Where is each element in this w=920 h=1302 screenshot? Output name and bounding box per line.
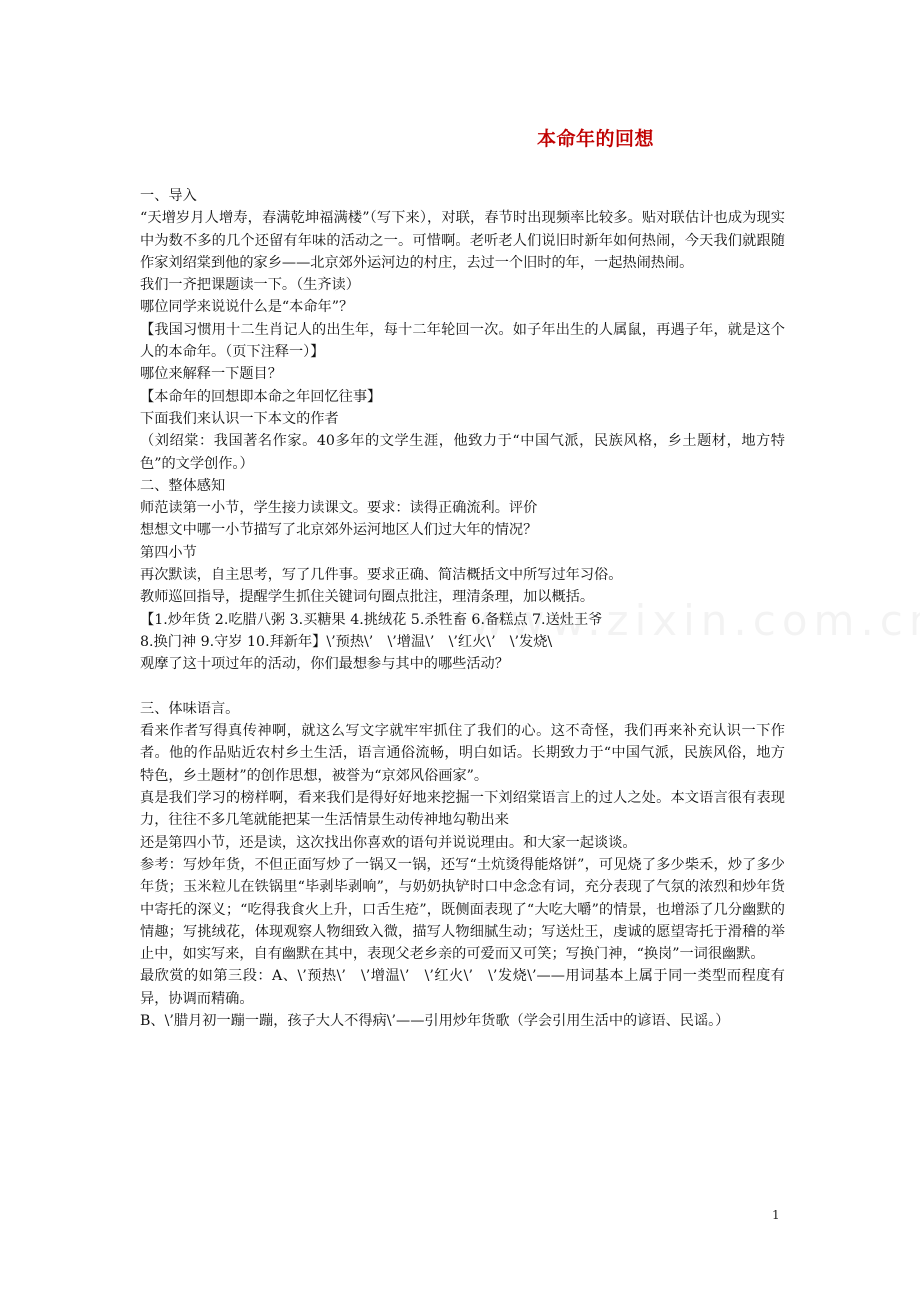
paragraph: 真是我们学习的榜样啊，看来我们是得好好地来挖掘一下刘绍棠语言上的过人之处。本文语言很有表现力，往往不多几笔就能把某一生活情景生动传神地勾勒出来: [140, 790, 785, 829]
paragraph: 8.换门神 9.守岁 10.拜新年】\’预热\’ \’增温\’ \’红火\’ \’发烧\: [140, 633, 553, 650]
section-heading-overview: 二、整体感知: [140, 477, 226, 494]
section-heading-language: 三、体味语言。: [140, 700, 240, 717]
paragraph: 【本命年的回想即本命之年回忆往事】: [140, 388, 382, 405]
paragraph: 想想文中哪一小节描写了北京郊外运河地区人们过大年的情况？: [140, 522, 538, 539]
paragraph: 观摩了这十项过年的活动，你们最想参与其中的哪些活动？: [140, 656, 509, 673]
paragraph: 师范读第一小节，学生接力读课文。要求：读得正确流利。评价: [140, 500, 538, 517]
paragraph: B、\’腊月初一蹦一蹦，孩子大人不得病\’——引用炒年货歌（学会引用生活中的谚语、民谣。）: [140, 1012, 730, 1029]
paragraph: 最欣赏的如第三段：A、\’预热\’ \’增温\’ \’红火\’ \’发烧\’——用词基本上属于同一类型而程度有异，协调而精确。: [140, 968, 785, 1007]
blank-line: [140, 676, 785, 698]
paragraph: 第四小节: [140, 544, 197, 561]
paragraph: 还是第四小节，还是读，这次找出你喜欢的语句并说说理由。和大家一起谈谈。: [140, 834, 637, 851]
paragraph: 再次默读，自主思考，写了几件事。要求正确、简洁概括文中所写过年习俗。: [140, 567, 623, 584]
page-number: 1: [772, 1208, 780, 1222]
paragraph: 参考：写炒年货，不但正面写炒了一锅又一锅，还写“土炕烫得能烙饼”，可见烧了多少柴禾，炒了多少年货；玉米粒儿在铁锅里“毕剥毕剥响”，与奶奶执铲时口中念念有词，充分表现了气氛的浓烈和炒年货中寄托的深义；“吃得我食火上升，口舌生疮”，既侧面表现了“大吃大嚼”的情景，也增添了几分幽默的情趣；写挑绒花，体现观察人物细致入微，描写人物细腻生动；写送灶王，虔诚的愿望寄托于滑稽的举止中，如实写来，自有幽默在其中，表现父老乡亲的可爱而又可笑；写换门神，“换岗”一词很幽默。: [140, 856, 785, 963]
document-body: [140, 185, 785, 1032]
paragraph: 教师巡回指导，提醒学生抓住关键词句圈点批注，理清条理，加以概括。: [140, 589, 595, 606]
section-heading-intro: 一、导入: [140, 188, 197, 204]
paragraph: “天增岁月人增寿，春满乾坤福满楼”（写下来），对联，春节时出现频率比较多。贴对联估计也成为现实中为数不多的几个还留有年味的活动之一。可惜啊。老听老人们说旧时新年如何热闹，今天我们就跟随作家刘绍棠到他的家乡——北京郊外运河边的村庄，去过一个旧时的年，一起热闹热闹。: [140, 210, 785, 271]
paragraph: 下面我们来认识一下本文的作者: [140, 410, 339, 427]
page-title: 本命年的回想: [537, 128, 655, 150]
paragraph: 哪位同学来说说什么是“本命年”？: [140, 299, 354, 316]
paragraph: 【1.炒年货 2.吃腊八粥 3.买糖果 4.挑绒花 5.杀牲畜 6.备糕点 7.送灶王爷: [140, 611, 603, 628]
paragraph: 哪位来解释一下题目？: [140, 366, 282, 383]
paragraph: 我们一齐把课题读一下。（生齐读）: [140, 277, 360, 294]
paragraph: 看来作者写得真传神啊，就这么写文字就牢牢抓住了我们的心。这不奇怪，我们再来补充认识一下作者。他的作品贴近农村乡土生活，语言通俗流畅，明白如话。长期致力于“中国气派，民族风俗，地方特色，乡土题材”的创作思想，被誉为“京郊风俗画家”。: [140, 723, 785, 784]
paragraph: （刘绍棠：我国著名作家。40多年的文学生涯，他致力于“中国气派，民族风格，乡土题材，地方特色”的文学创作。）: [140, 433, 785, 472]
paragraph: 【我国习惯用十二生肖记人的出生年，每十二年轮回一次。如子年出生的人属鼠，再遇子年，就是这个人的本命年。（页下注释一）】: [140, 321, 785, 361]
